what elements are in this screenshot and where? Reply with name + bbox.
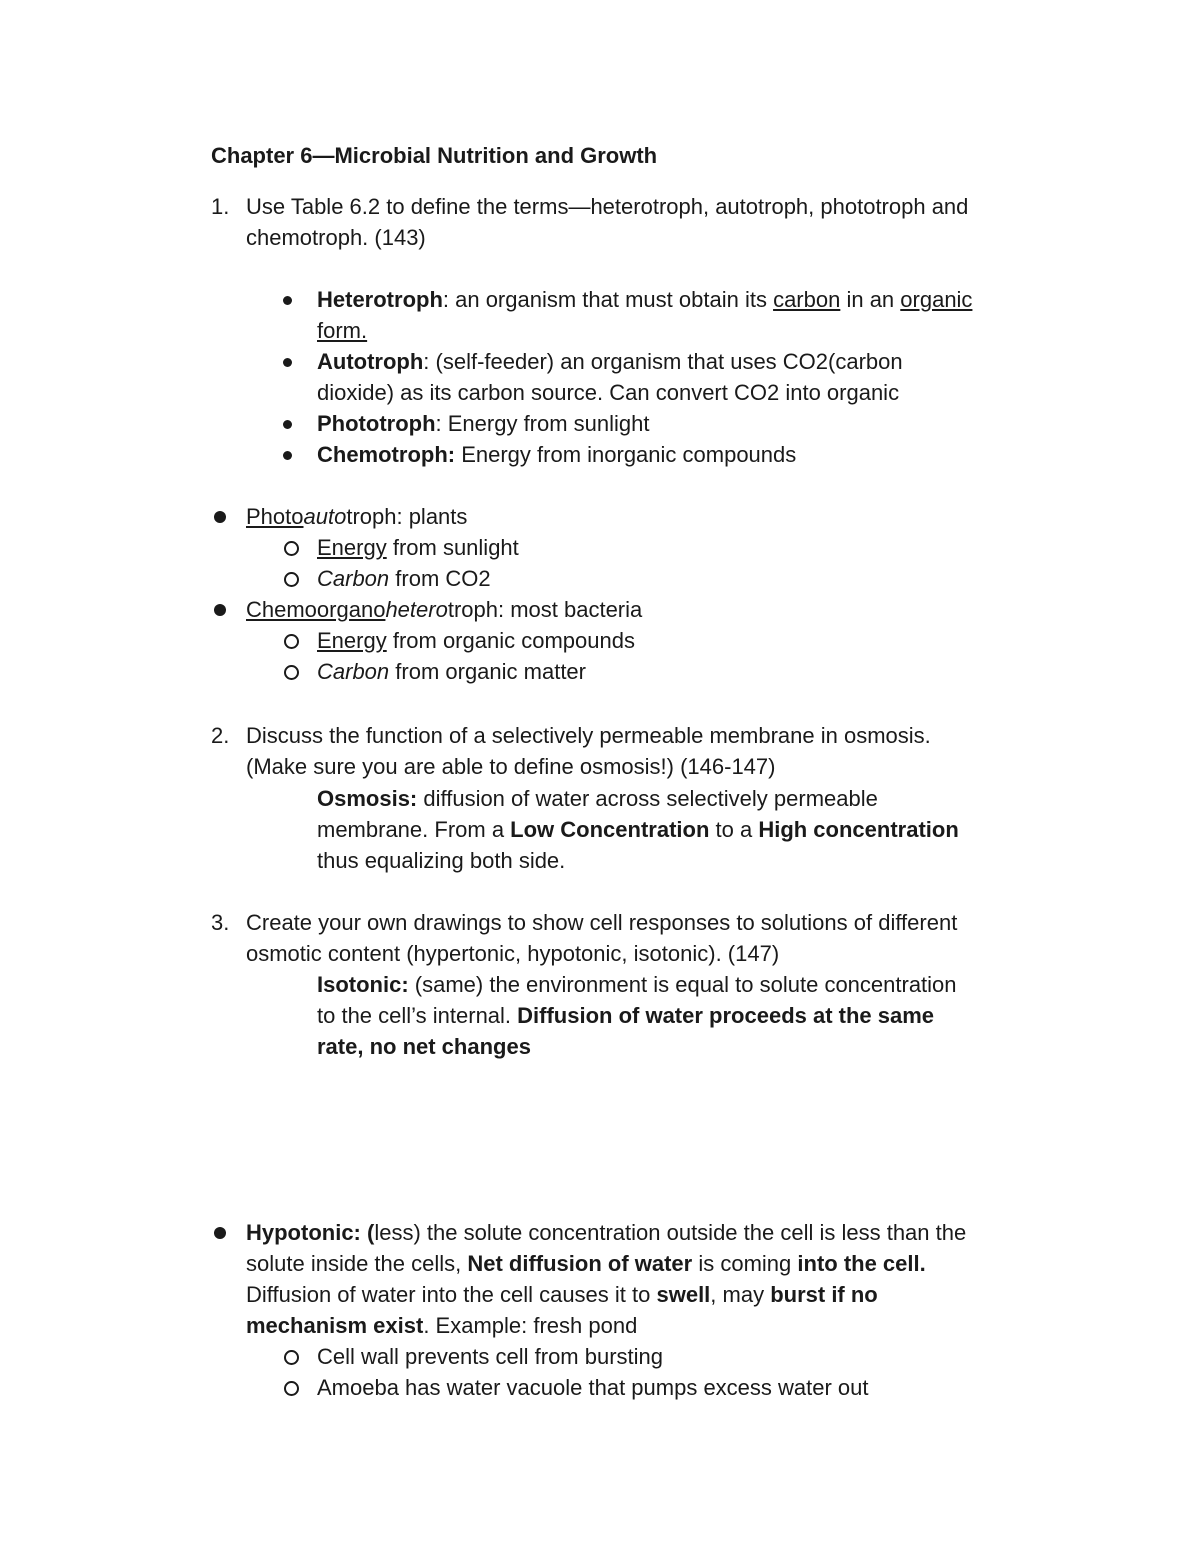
- question-3-text-line-1: Create your own drawings to show cell responses to solutions of different: [246, 910, 958, 935]
- isotonic-text-2: to the cell’s internal.: [317, 1003, 518, 1028]
- hypotonic-text-5: , may: [710, 1282, 771, 1307]
- autotroph-text: : (self-feeder) an organism that uses CO2(carbon: [423, 349, 903, 374]
- heterotroph-form: form.: [317, 318, 368, 343]
- isotonic-text: (same) the environment is equal to solute concentration: [408, 972, 957, 997]
- question-2-text-line-2: (Make sure you are able to define osmosis!) (146-147): [246, 754, 776, 779]
- osmosis-definition-line-2: [317, 817, 959, 843]
- question-1-number: 1.: [211, 194, 230, 219]
- swell-bold: swell: [656, 1282, 711, 1307]
- circle-bullet-icon: [284, 541, 299, 556]
- isotonic-definition-line-2: [317, 1003, 934, 1029]
- organic-underlined: organic: [900, 287, 973, 312]
- carbon-underlined: carbon: [773, 287, 841, 312]
- question-2-text-line-1: Discuss the function of a selectively permeable membrane in osmosis.: [246, 723, 931, 748]
- isotonic-bold-text: Diffusion of water proceeds at the same: [517, 1003, 935, 1028]
- troph-suffix: troph: most bacteria: [447, 597, 643, 622]
- carbon-text: from organic matter: [389, 659, 586, 684]
- bullet-icon: [214, 511, 226, 523]
- question-1-text-line-2: chemotroph. (143): [246, 225, 426, 250]
- bullet-icon: [283, 358, 292, 367]
- troph-suffix: troph: plants: [346, 504, 468, 529]
- phototroph-definition: [317, 411, 650, 437]
- heterotroph-text-2: in an: [840, 287, 901, 312]
- question-3-text-line-2: osmotic content (hypertonic, hypotonic, isotonic). (147): [246, 941, 780, 966]
- hypotonic-text-2: solute inside the cells,: [246, 1251, 468, 1276]
- burst-bold: burst if no: [770, 1282, 878, 1307]
- hypotonic-text-6: . Example: fresh pond: [423, 1313, 638, 1338]
- hypotonic-sub-item-2: Amoeba has water vacuole that pumps excess water out: [317, 1375, 869, 1400]
- circle-bullet-icon: [284, 665, 299, 680]
- page-title: Chapter 6—Microbial Nutrition and Growth: [211, 143, 658, 168]
- chemoorganoheterotroph-energy: [317, 628, 635, 654]
- mechanism-bold: mechanism exist: [246, 1313, 424, 1338]
- bullet-icon: [214, 604, 226, 616]
- chemoorganoheterotroph-carbon: [317, 659, 586, 685]
- energy-text: from sunlight: [386, 535, 519, 560]
- chemotroph-term: Chemotroph:: [317, 442, 456, 467]
- hypotonic-text-4: Diffusion of water into the cell causes it to: [246, 1282, 657, 1307]
- osmosis-definition: [317, 786, 878, 812]
- energy-label: Energy: [317, 535, 387, 560]
- chemotroph-definition: [317, 442, 796, 468]
- hypotonic-definition: [246, 1220, 966, 1246]
- osmosis-text: diffusion of water across selectively permeable: [417, 786, 878, 811]
- carbon-text: from CO2: [389, 566, 491, 591]
- osmosis-text-2: membrane. From a: [317, 817, 511, 842]
- bullet-icon: [283, 420, 292, 429]
- osmosis-definition-line-3: thus equalizing both side.: [317, 848, 566, 873]
- photo-prefix: Photo: [246, 504, 304, 529]
- autotroph-term: Autotroph: [317, 349, 424, 374]
- hetero-infix: hetero: [385, 597, 448, 622]
- bullet-icon: [283, 296, 292, 305]
- phototroph-text: : Energy from sunlight: [435, 411, 650, 436]
- phototroph-term: Phototroph: [317, 411, 436, 436]
- osmosis-term: Osmosis:: [317, 786, 418, 811]
- hypotonic-line-2: [246, 1251, 926, 1277]
- carbon-label: Carbon: [317, 566, 390, 591]
- circle-bullet-icon: [284, 1350, 299, 1365]
- autotroph-definition: [317, 349, 903, 375]
- bullet-icon: [214, 1227, 226, 1239]
- hypotonic-text-3: is coming: [692, 1251, 798, 1276]
- question-2-number: 2.: [211, 723, 230, 748]
- chemoorganoheterotroph-heading: [246, 597, 642, 623]
- carbon-label: Carbon: [317, 659, 390, 684]
- net-diffusion-bold: Net diffusion of water: [467, 1251, 693, 1276]
- circle-bullet-icon: [284, 1381, 299, 1396]
- hypotonic-term: Hypotonic: (: [246, 1220, 375, 1245]
- autotroph-definition-line-2: dioxide) as its carbon source. Can convert CO2 into organic: [317, 380, 900, 405]
- into-cell-bold: into the cell.: [797, 1251, 926, 1276]
- hypotonic-text: less) the solute concentration outside the cell is less than the: [374, 1220, 967, 1245]
- photoautotroph-heading: [246, 504, 467, 530]
- question-1-text-line-1: Use Table 6.2 to define the terms—heterotroph, autotroph, phototroph and: [246, 194, 969, 219]
- high-concentration: High concentration: [758, 817, 959, 842]
- isotonic-definition: [317, 972, 957, 998]
- question-3-number: 3.: [211, 910, 230, 935]
- low-concentration: Low Concentration: [510, 817, 710, 842]
- isotonic-definition-line-3: rate, no net changes: [317, 1034, 531, 1059]
- hypotonic-line-4: [246, 1313, 637, 1339]
- osmosis-text-3: to a: [709, 817, 759, 842]
- chemotroph-text: Energy from inorganic compounds: [455, 442, 797, 467]
- auto-infix: auto: [303, 504, 347, 529]
- bullet-icon: [283, 451, 292, 460]
- circle-bullet-icon: [284, 634, 299, 649]
- heterotroph-term: Heterotroph: [317, 287, 443, 312]
- photoautotroph-energy: [317, 535, 519, 561]
- energy-label: Energy: [317, 628, 387, 653]
- chemoorgano-prefix: Chemoorgano: [246, 597, 386, 622]
- isotonic-term: Isotonic:: [317, 972, 409, 997]
- circle-bullet-icon: [284, 572, 299, 587]
- photoautotroph-carbon: [317, 566, 491, 592]
- hypotonic-line-3: [246, 1282, 878, 1308]
- heterotroph-definition: [317, 287, 972, 313]
- energy-text: from organic compounds: [386, 628, 635, 653]
- hypotonic-sub-item-1: Cell wall prevents cell from bursting: [317, 1344, 664, 1369]
- heterotroph-text: : an organism that must obtain its: [442, 287, 774, 312]
